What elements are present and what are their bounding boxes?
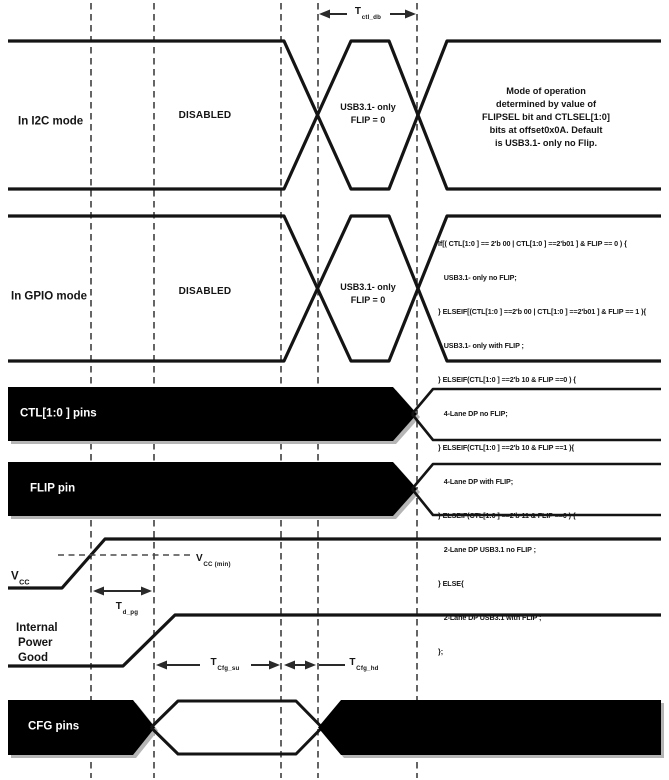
gpio-mode-line2: FLIP = 0 [350,294,386,305]
ipg-label-line: Internal [16,622,58,634]
code-line: 4-Lane DP no FLIP; [438,408,508,418]
code-line: 2-Lane DP USB3.1 with FLIP ; [438,613,542,623]
code-line: } ELSEIF(CTL[1:0 ] ==2'b 11 & FLIP ==0 ) { [438,510,576,520]
gpio-mode-value [340,281,396,306]
i2c-bus-state-label: DISABLED [178,110,232,121]
vcc-label: $V_{CC}$ [11,570,30,587]
cfg-pins-label: CFG pins [28,720,80,733]
gpio-mode-line1: USB3.1- only [340,282,396,292]
i2c-mode-line2: FLIP = 0 [350,114,386,125]
t-cfg-su-label: $T_{Cfg\_su}$ [210,656,240,672]
code-line: USB3.1- only with FLIP ; [438,340,524,350]
i2c-mode-line1: USB3.1- only [340,102,396,112]
gpio-row-label: In GPIO mode [11,290,88,303]
i2c-row-label: In I2C mode [18,115,84,128]
i2c-mode-value [340,101,396,126]
cfg-pins-waveform [8,700,664,758]
code-line: } ELSEIF(CTL[1:0 ] ==2'b 10 & FLIP ==1 ){ [438,442,575,452]
code-line: } ELSE{ [438,579,464,588]
note-line: determined by value of [495,99,597,109]
gpio-bus-state-label: DISABLED [178,286,232,297]
code-line: }; [438,647,443,657]
ipg-label-line: Good [18,652,49,664]
internal-power-good-label [16,621,58,666]
code-line: } ELSEIF(CTL[1:0 ] ==2'b 10 & FLIP ==0 ) { [438,374,576,384]
code-line: If[( CTL[1:0 ] == 2'b 00 | CTL[1:0 ] ==2'b01 ] & FLIP == 0 ) { [438,238,627,248]
t-cfg-hd-arrow [284,661,345,670]
note-line: is USB3.1- only no Flip. [494,138,598,148]
code-line: 4-Lane DP with FLIP; [438,476,514,486]
vcc-min-label: $V_{CC (min)}$ [196,552,231,568]
t-d-pg-label: $T_{d\_pg}$ [115,600,139,616]
t-ctl-db-label: $T_{ctl\_db}$ [354,5,382,21]
flip-pin-label: FLIP pin [30,482,76,495]
ipg-label-line: Power [18,637,53,649]
t-d-pg-arrow [93,587,152,596]
i2c-mode-note [446,85,646,150]
ctl-pins-label: CTL[1:0 ] pins [20,407,97,420]
note-line: bits at offset0x0A. Default [489,125,603,135]
t-cfg-hd-label: $T_{Cfg\_hd}$ [349,656,379,672]
note-line: Mode of operation [506,86,586,96]
gpio-mode-pseudocode [438,215,646,680]
code-line: USB3.1- only no FLIP; [438,272,517,282]
note-line: FLIPSEL bit and CTLSEL[1:0] [482,112,610,122]
code-line: } ELSEIF[(CTL[1:0 ] ==2'b 00 | CTL[1:0 ] ==2'b01 ] & FLIP == 1 ){ [438,306,647,316]
code-line: 2-Lane DP USB3.1 no FLIP ; [438,544,536,554]
